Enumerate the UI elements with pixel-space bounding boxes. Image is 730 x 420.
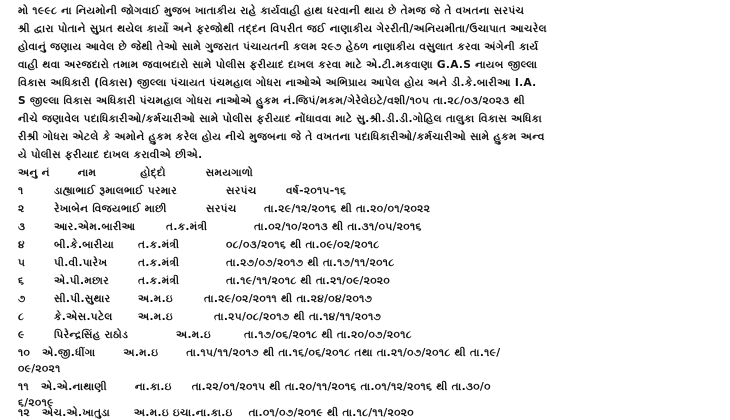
row-name: ડાહ્યાભાઈ રૂમાલભાઈ પરમાર bbox=[54, 185, 177, 197]
row-role: સરપંચ bbox=[226, 185, 257, 197]
row-period: તા.૧૯/૧૧/૨૦૧૮ થી તા.૨૧/૦૯/૨૦૨૦ bbox=[226, 275, 391, 287]
row-number: ૮ bbox=[18, 311, 25, 323]
row-period: તા.૧૭/૦૬/૨૦૧૮ થી તા.૨૦/૦૭/૨૦૧૮ bbox=[244, 329, 412, 341]
row-role: અ.મ.ઇ bbox=[138, 293, 174, 305]
row-period: તા.૨૯/૧૨/૨૦૧૬ થી તા.૨૦/૦૧/૨૦૨૨ bbox=[264, 203, 431, 215]
row-name: કે.એસ.પટેલ bbox=[54, 311, 113, 323]
table-row-line: ૧૦ એ.જી.ધીંગા અ.મ.ઇ તા.૧૫/૧૧/૨૦૧૭ થી તા.૧૬/૦૬/૨૦૧૮ તથા તા.૨૧/૦૭/૨૦૧૮ થી તા.૧૯/ bbox=[18, 347, 501, 359]
paragraph-line: હોવાનું જણાય આવેલ છે જેથી તેઓ સામે ગુજરાત પંચાયતની કલમ ૨૯૭ હેઠળ નાણાકીય વસુલાત કરવા અંગેની કાર્ય bbox=[18, 41, 539, 53]
row-role: સરપંચ bbox=[206, 203, 237, 215]
row-role: ત.ક.મંત્રી bbox=[138, 239, 180, 251]
table-row-line: ૬/૨૦૧૯ bbox=[18, 397, 54, 409]
row-period: તા.૨૭/૦૭/૨૦૧૭ થી તા.૧૭/૧૧/૨૦૧૮ bbox=[226, 257, 395, 269]
table-row-line: ૧૧ એ.એ.નાથાણી ના.કા.ઇ તા.૨૨/૦૧/૨૦૧૫ થી તા.૨૦/૧૧/૨૦૧૬ તા.૦૧/૧૨/૨૦૧૬ થી તા.૩૦/૦ bbox=[18, 381, 491, 393]
row-number: ૯ bbox=[18, 329, 25, 341]
row-name: સી.પી.સુથાર bbox=[54, 293, 111, 305]
row-role: અ.મ.ઇ bbox=[138, 311, 174, 323]
row-number: ૬ bbox=[18, 275, 25, 287]
table-row-line: ૧૨ એચ.એ.ખાતુડા અ.મ.ઇ ઇચા.ના.કા.ઇ તા.૦૧/૦૭/૨૦૧૯ થી તા.૧૮/૧૧/૨૦૨૦ bbox=[18, 407, 414, 419]
row-name: પી.વી.પારેખ bbox=[54, 257, 108, 269]
paragraph-line: મો ૧૯૯૮ ના નિયમોની જોગવાઈ મુજબ ખાતાકીય રાહે કાર્યવાહી હાથ ધરવાની થાય છે તેમજ જે તે વખતના સરપંચ bbox=[18, 5, 525, 17]
row-period: વર્ષ-૨૦૧૫-૧૬ bbox=[286, 185, 347, 197]
row-number: ૭ bbox=[18, 293, 26, 305]
table-row-line: ૦૯/૨૦૨૧ bbox=[18, 363, 61, 375]
row-role: ત.ક.મંત્રી bbox=[138, 275, 180, 287]
row-role: અ.મ.ઇ bbox=[176, 329, 212, 341]
table-header: અનુ નં નામ હોદ્દો સમયગાળો bbox=[18, 167, 254, 179]
row-number: ૫ bbox=[18, 257, 26, 269]
paragraph-line: યે પોલીસ ફરીયાદ દાખલ કરાવીએ છીએ. bbox=[18, 149, 203, 161]
row-period: ૦૮/૦૩/૨૦૧૬ થી તા.૦૯/૦૨/૨૦૧૮ bbox=[226, 239, 380, 251]
row-number: ૪ bbox=[18, 239, 25, 251]
paragraph-line: વિકાસ અધિકારી (વિકાસ) જીલ્લા પંચાયત પંચમહાલ ગોધરા નાઓએ અભિપ્રાય આપેલ હોય અને ડી.કે.બારીઆ I.A. bbox=[18, 77, 537, 89]
paragraph-line: વાહી થવા અરજદારો તમામ જવાબદારો સામે પોલીસ ફરીયાદ દાખલ કરવા માટે એ.ટી.મકવાણા G.A.S નાયબ જીલ્લા bbox=[18, 59, 538, 71]
row-period: તા.૨૫/૦૮/૨૦૧૭ થી તા.૧૪/૧૧/૨૦૧૭ bbox=[214, 311, 382, 323]
row-number: ૩ bbox=[18, 221, 26, 233]
row-name: એ.પી.મછાર bbox=[54, 275, 109, 287]
row-number: ૨ bbox=[18, 203, 25, 215]
row-role: ત.ક.મંત્રી bbox=[166, 221, 208, 233]
paragraph-line: નીચે જણાવેલ પદાધિકારીઓ/કર્મચારીઓ સામે પોલીસ ફરીયાદ નોંધાવવા માટે સુ.શ્રી.ડી.ડી.ગોહિલ તાલુકા વિકાસ અધિકા bbox=[18, 113, 543, 125]
row-period: તા.૦૨/૧૦/૨૦૧૩ થી તા.૩૧/૦૫/૨૦૧૬ bbox=[254, 221, 422, 233]
row-number: ૧ bbox=[18, 185, 24, 197]
row-name: બી.કે.બારીયા bbox=[54, 239, 115, 251]
row-period: તા.૨૯/૦૨/૨૦૧૧ થી તા.૨૪/૦૪/૨૦૧૭ bbox=[204, 293, 373, 305]
row-name: આર.એમ.બારીઆ bbox=[54, 221, 136, 233]
row-name: પિરેન્દ્રસિંહ રાઠોડ bbox=[54, 329, 129, 341]
paragraph-line: S જીલ્લા વિકાસ અધિકારી પંચમહાલ ગોધરા નાઓએ હુકમ નં.જિપં/મકમ/ગેરેલેઇટે/વશી/૧૦૫ તા.૨૮/૦૩/૨૦૨૩ થી bbox=[18, 95, 525, 107]
paragraph-line: રીશ્રી ગોધરા એટલે કે અમોને હુકમ કરેલ હોય નીચે મુજબના જે તે વખતના પદાધિકારીઓ/કર્મચારીઓ સામે હુકમ અન્વ bbox=[18, 131, 545, 143]
row-name: રેખાબેન વિજયભાઈ માછી bbox=[54, 203, 167, 215]
row-role: ત.ક.મંત્રી bbox=[138, 257, 180, 269]
paragraph-line: શ્રી દ્વારા પોતાને સુપ્રત થયેલ કાર્યો અને ફરજોથી તદ્દન વિપરીત જઈ નાણાકીય ગેરરીતી/અનિયમીતા/ઉચાપાત આચરેલ bbox=[18, 23, 547, 35]
